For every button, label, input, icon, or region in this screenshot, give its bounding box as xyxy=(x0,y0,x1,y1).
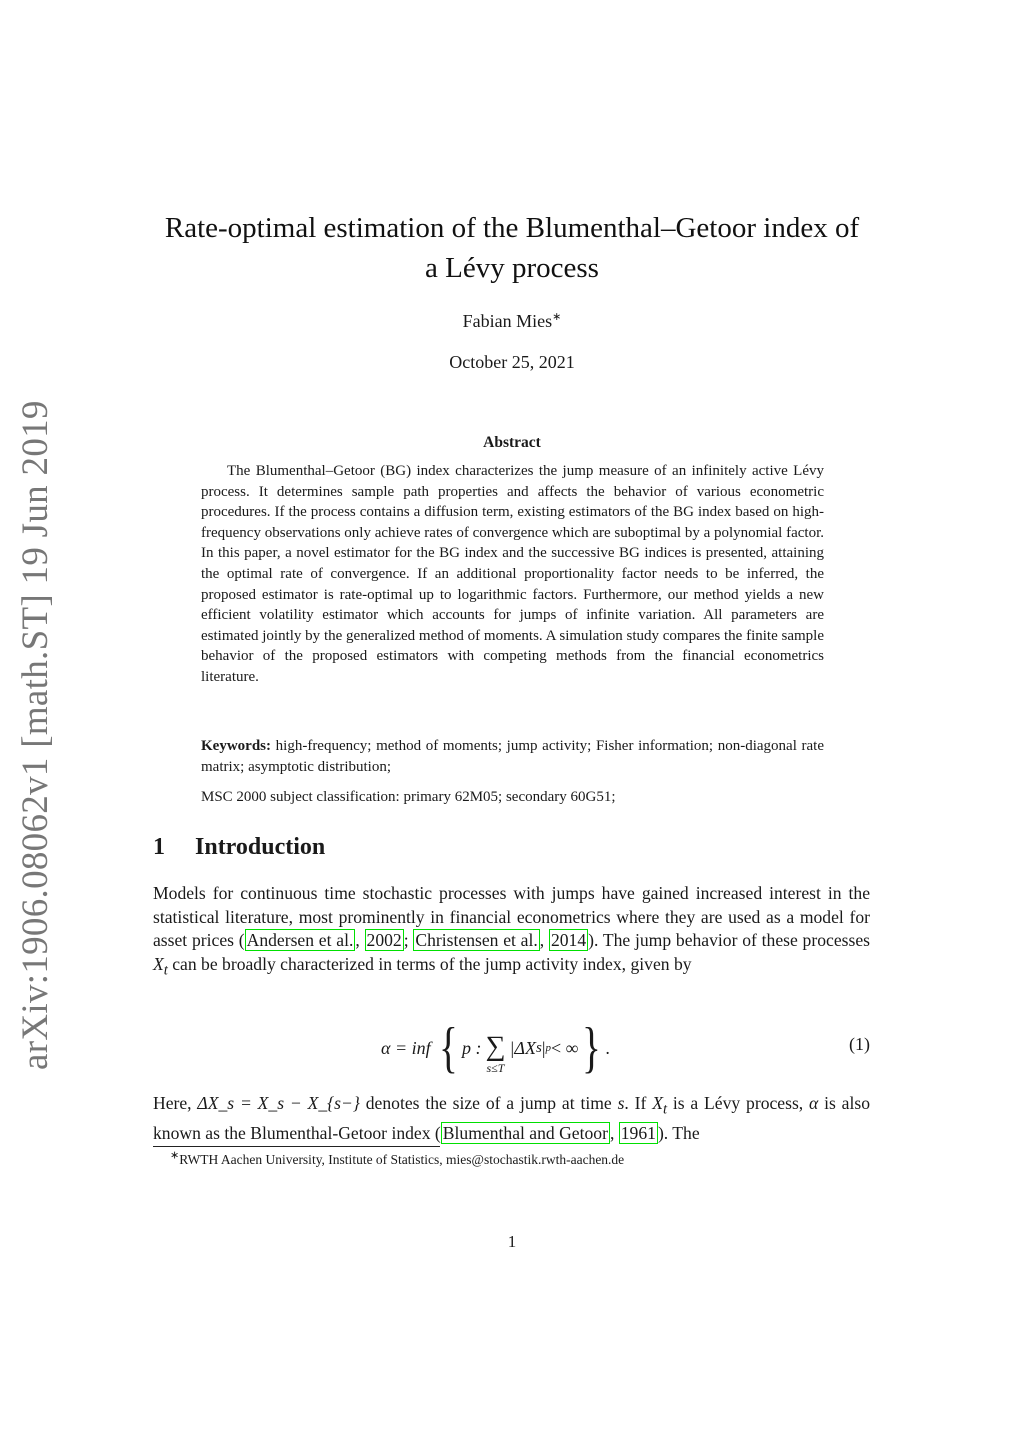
equation-number: (1) xyxy=(849,1034,870,1054)
date: October 25, 2021 xyxy=(449,352,575,372)
intro-text: is also known as the Blumenthal-Getoor index ( xyxy=(153,1093,871,1144)
abstract-heading: Abstract xyxy=(483,434,541,451)
intro-text: can be broadly characterized in terms of the jump activity index, given by xyxy=(167,953,692,974)
intro-paragraph-2 xyxy=(153,1092,870,1146)
arxiv-identifier: arXiv:1906.08062v1 [math.ST] 19 Jun 2019 xyxy=(15,400,56,1070)
math-x: X xyxy=(153,953,164,974)
author-footnote-mark: ∗ xyxy=(552,311,562,323)
equation-body: α = inf { p : ∑ s≤T |ΔX s | p < ∞ } . xyxy=(381,1017,610,1079)
keywords xyxy=(201,736,824,777)
footnote-text: RWTH Aachen University, Institute of Statistics, mies@stochastik.rwth-aachen.de xyxy=(179,1152,625,1167)
math-s: s xyxy=(617,1093,625,1113)
author-name: Fabian Mies xyxy=(462,311,553,331)
section-heading xyxy=(153,834,325,861)
summand: |ΔX xyxy=(509,1037,536,1058)
intro-text: Here, xyxy=(153,1093,198,1113)
citation-christensen[interactable]: Christensen et al. xyxy=(415,930,538,950)
intro-text: , xyxy=(609,1123,619,1144)
citation-andersen-year[interactable]: 2002 xyxy=(366,930,402,950)
author xyxy=(140,311,884,332)
footnote xyxy=(170,1149,625,1168)
intro-text: ). The jump behavior of these processes xyxy=(588,930,870,950)
title-line-1: Rate-optimal estimation of the Blumenthal–Getoor index of xyxy=(164,212,860,244)
intro-text: ; xyxy=(403,930,414,950)
citation-blumenthal-year[interactable]: 1961 xyxy=(620,1123,656,1144)
math-x: X xyxy=(652,1093,663,1113)
citation-blumenthal[interactable]: Blumenthal and Getoor xyxy=(442,1123,608,1144)
summation-subscript: s≤T xyxy=(486,1061,505,1075)
summation xyxy=(486,1033,506,1075)
summand-subscript: s xyxy=(535,1039,542,1056)
page-number: 1 xyxy=(507,1232,517,1251)
summand-bar: | xyxy=(541,1037,546,1058)
intro-text: is a Lévy process, xyxy=(667,1093,810,1113)
intro-paragraph-1 xyxy=(153,882,870,983)
citation-christensen-year[interactable]: 2014 xyxy=(550,930,587,950)
math-sub-t: t xyxy=(163,962,168,979)
footnote-mark: ∗ xyxy=(170,1149,180,1162)
section-title: Introduction xyxy=(195,834,326,860)
equation-p: p : xyxy=(462,1037,482,1058)
intro-text: . If xyxy=(624,1093,653,1113)
keywords-label: Keywords: xyxy=(201,738,271,754)
msc-classification: MSC 2000 subject classification: primary 62M05; secondary 60G51; xyxy=(201,789,616,805)
math-delta-x: ΔX_s = X_s − X_{s−} xyxy=(197,1093,360,1113)
intro-text: , xyxy=(355,930,365,950)
sigma-symbol: ∑ xyxy=(485,1031,506,1062)
equation-1 xyxy=(153,1012,870,1084)
paper-title xyxy=(140,208,884,288)
citation-andersen[interactable]: Andersen et al. xyxy=(246,930,354,950)
math-sub-t: t xyxy=(662,1101,668,1118)
intro-text: , xyxy=(539,930,549,950)
open-brace: { xyxy=(439,1017,458,1079)
intro-text: Models for continuous time stochastic processes with jumps have gained increased interest in the statistical literature, most prominently in financial econometrics where they are used as a model for asset prices ( xyxy=(153,883,870,950)
section-number: 1 xyxy=(153,834,165,860)
equation-lhs: α = inf xyxy=(381,1037,431,1058)
title-line-2: a Lévy process xyxy=(425,252,599,284)
footnote-rule xyxy=(153,1146,440,1147)
math-alpha: α xyxy=(809,1093,819,1113)
equation-period: . xyxy=(605,1037,610,1058)
equation-rhs: < ∞ xyxy=(550,1037,579,1058)
abstract-text: The Blumenthal–Getoor (BG) index characterizes the jump measure of an infinitely active Lévy process. It determines sample path properties and affects the behavior of various econometric procedures. If the process contains a diffusion term, existing estimators of the BG index based on high-frequency observations only achieve rates of convergence which are suboptimal by a polynomial factor. In this paper, a novel estimator for the BG index and the successive BG indices is presented, attaining the optimal rate of convergence. If an additional proportionality factor needs to be inferred, the proposed estimator is rate-optimal up to logarithmic factors. Furthermore, our method yields a new efficient volatility estimator which accounts for jumps of infinite variation. All parameters are estimated jointly by the generalized method of moments. A simulation study compares the finite sample behavior of the proposed estimators with competing methods from the financial econometrics literature. xyxy=(201,463,824,685)
close-brace: } xyxy=(582,1017,602,1079)
intro-text: ). The xyxy=(657,1123,700,1144)
intro-text: denotes the size of a jump at time xyxy=(359,1093,618,1113)
keywords-text: high-frequency; method of moments; jump activity; Fisher information; non-diagonal rate matrix; asymptotic distribution; xyxy=(201,738,825,775)
